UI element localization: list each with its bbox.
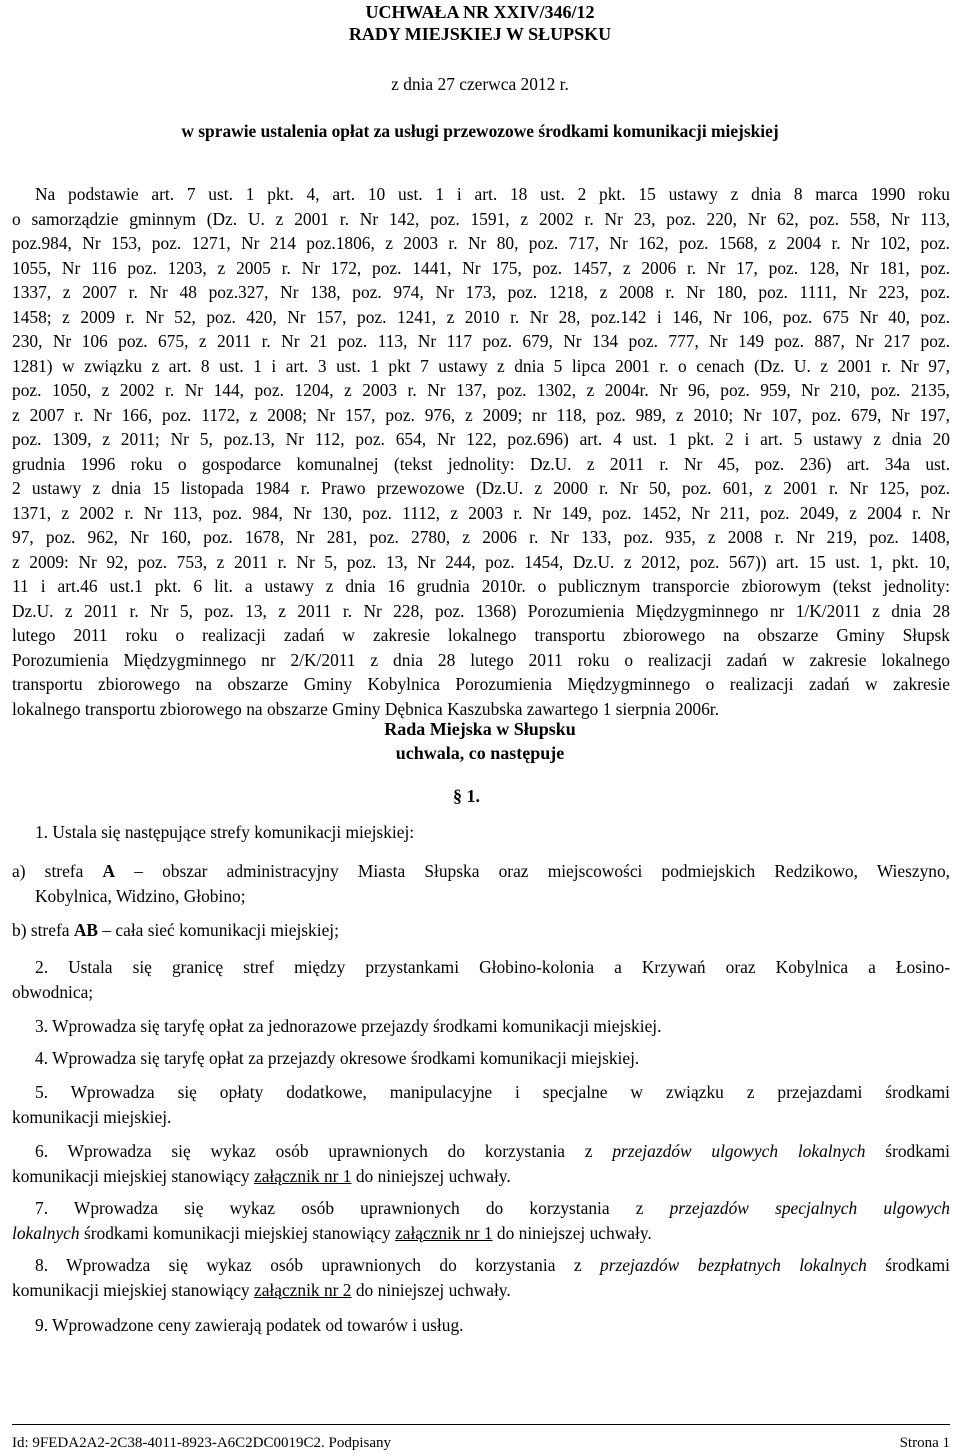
preamble-line: 97, poz. 962, Nr 160, poz. 1678, Nr 281, poz. 2780, z 2006 r. Nr 133, poz. 935, z 2008 r. Nr 219, poz. 1408, bbox=[12, 527, 950, 547]
item-7-text-a: 7. Wprowadza się wykaz osób uprawnionych do korzystania z bbox=[35, 1198, 670, 1218]
section-mark: § 1. bbox=[453, 786, 480, 806]
item-2-line2: obwodnica; bbox=[12, 981, 94, 1002]
preamble-line: z 2009: Nr 92, poz. 753, z 2011 r. Nr 5, poz. 13, Nr 244, poz. 1454, Dz.U. z 2012, poz. 567)) art. 15 ust. 1, pkt. 10, bbox=[12, 551, 950, 572]
preamble-line: transportu zbiorowego na obszarze Gminy Kobylnica Porozumienia Międzygminnego o realizacji zadań w zakresie bbox=[12, 674, 950, 694]
attachment-2-link[interactable]: załącznik nr 2 bbox=[253, 1279, 352, 1300]
preamble-line: lokalnego transportu zbiorowego na obszarze Gminy Dębnica Kaszubska zawartego 1 sierpnia 2006r. bbox=[12, 698, 719, 719]
preamble-line: lutego 2011 roku o realizacji zadań w zakresie lokalnego transportu zbiorowego na obszarze Gminy Słupsk bbox=[12, 625, 950, 645]
zone-a-line2: Kobylnica, Widzino, Głobino; bbox=[35, 885, 246, 906]
item-4 bbox=[12, 1046, 950, 1071]
footer-divider bbox=[12, 1424, 950, 1425]
item-8-text-a: 8. Wprowadza się wykaz osób uprawnionych do korzystania z bbox=[35, 1255, 601, 1275]
zone-a-desc: – obszar administracyjny Miasta Słupska oraz miejscowości podmiejskich Redzikowo, Wieszyno, bbox=[115, 861, 951, 881]
preamble-line: poz. 1309, z 2011; Nr 5, poz.13, Nr 112, poz. 654, Nr 122, poz.696) art. 4 ust. 1 pkt. 2 i art. 5 ustawy z dnia 20 bbox=[12, 429, 950, 449]
zone-b-prefix: b) strefa bbox=[12, 920, 74, 940]
zone-a bbox=[12, 859, 950, 908]
council-resolves: uchwala, co następuje bbox=[395, 743, 565, 763]
preamble-line: 230, Nr 106 poz. 675, z 2011 r. Nr 21 poz. 113, Nr 117 poz. 679, Nr 134 poz. 777, Nr 149 poz. 887, Nr 217 poz. bbox=[12, 331, 950, 351]
zone-a-line bbox=[12, 859, 950, 884]
preamble-line: Dz.U. z 2011 r. Nr 5, poz. 13, z 2011 r. Nr 228, poz. 1368) Porozumienia Międzygminnego nr 1/K/2011 z dnia 28 bbox=[12, 600, 950, 621]
item-6-line2 bbox=[12, 1164, 950, 1189]
item-8-text-d: do niniejszej uchwały. bbox=[351, 1279, 511, 1300]
item-1-text: 1. Ustala się następujące strefy komunikacji miejskiej: bbox=[35, 822, 415, 842]
preamble-line: Porozumienia Międzygminnego nr 2/K/2011 z dnia 28 lutego 2011 roku o realizacji zadań w zakresie lokalnego bbox=[12, 649, 950, 670]
preamble-line: 1371, z 2002 r. Nr 113, poz. 984, Nr 130, poz. 1112, z 2003 r. Nr 149, poz. 1452, Nr 211, poz. 2049, z 2004 r. Nr bbox=[12, 502, 950, 523]
item-9 bbox=[12, 1313, 950, 1338]
preamble-line: grudnia 1996 roku o gospodarce komunalnej (tekst jednolity: Dz.U. z 2011 r. Nr 45, poz. 236) art. 34a ust. bbox=[12, 453, 950, 474]
resolution-subject: w sprawie ustalenia opłat za usługi przewozowe środkami komunikacji miejskiej bbox=[181, 121, 779, 141]
page-number: Strona 1 bbox=[899, 1435, 950, 1451]
preamble-line: 11 i art.46 ust.1 pkt. 6 lit. a ustawy z dnia 16 grudnia 2010r. o publicznym transporcie zbiorowym (tekst jednolity: bbox=[12, 576, 950, 596]
item-2-line1: 2. Ustala się granicę stref między przystankami Głobino-kolonia a Krzywań oraz Kobylnica a Łosino- bbox=[35, 957, 950, 977]
item-6 bbox=[12, 1139, 950, 1188]
item-7-line2 bbox=[12, 1221, 950, 1246]
resolution-date: z dnia 27 czerwca 2012 r. bbox=[391, 74, 569, 94]
item-3-text: 3. Wprowadza się taryfę opłat za jednorazowe przejazdy środkami komunikacji miejskiej. bbox=[35, 1016, 662, 1036]
item-5-line1: 5. Wprowadza się opłaty dodatkowe, manipulacyjne i specjalne w związku z przejazdami środkami bbox=[35, 1082, 950, 1102]
item-7-italic-2: lokalnych bbox=[12, 1222, 80, 1243]
preamble-line: 1281) w związku z art. 8 ust. 1 i art. 3 ust. 1 pkt 7 ustawy z dnia 5 lipca 2001 r. o cenach (Dz. U. z 2001 r. Nr 97, bbox=[12, 355, 950, 376]
attachment-1-link-2[interactable]: załącznik nr 1 bbox=[395, 1222, 493, 1243]
item-6-italic: przejazdów ulgowych lokalnych bbox=[612, 1141, 866, 1161]
item-6-text-c: komunikacji miejskiej stanowiący bbox=[12, 1165, 254, 1186]
item-8-text-c: komunikacji miejskiej stanowiący bbox=[12, 1279, 254, 1300]
item-9-text: 9. Wprowadzone ceny zawierają podatek od towarów i usług. bbox=[35, 1315, 464, 1335]
preamble-line: 1337, z 2007 r. Nr 48 poz.327, Nr 138, poz. 974, Nr 173, poz. 1218, z 2008 r. Nr 180, poz. 1111, Nr 223, poz. bbox=[12, 282, 950, 302]
preamble-line: 1458; z 2009 r. Nr 52, poz. 420, Nr 157, poz. 1241, z 2010 r. Nr 28, poz.142 i 146, Nr 106, poz. 675 Nr 40, poz. bbox=[12, 306, 950, 327]
zone-b-line bbox=[12, 918, 950, 943]
item-8-line2 bbox=[12, 1278, 950, 1303]
item-7-italic: przejazdów specjalnych ulgowych bbox=[669, 1198, 951, 1218]
attachment-1-link[interactable]: załącznik nr 1 bbox=[253, 1165, 352, 1186]
item-5 bbox=[12, 1080, 950, 1129]
zone-a-letter: A bbox=[102, 861, 116, 881]
preamble-line: 2 ustawy z dnia 15 listopada 1984 r. Prawo przewozowe (Dz.U. z 2000 r. Nr 50, poz. 601, z 2001 r. Nr 125, poz. bbox=[12, 478, 950, 498]
item-1 bbox=[12, 820, 950, 845]
resolution-number: UCHWAŁA NR XXIV/346/12 bbox=[365, 2, 595, 22]
item-6-text-a: 6. Wprowadza się wykaz osób uprawnionych do korzystania z bbox=[35, 1141, 613, 1161]
item-8-text-b: środkami bbox=[866, 1255, 950, 1275]
item-6-text-b: środkami bbox=[865, 1141, 950, 1161]
preamble-line: Na podstawie art. 7 ust. 1 pkt. 4, art. 10 ust. 1 i art. 18 ust. 2 pkt. 15 ustawy z dnia 8 marca 1990 roku bbox=[35, 184, 950, 204]
zone-a-prefix: a) strefa bbox=[12, 861, 103, 881]
item-8-line1 bbox=[12, 1253, 950, 1278]
preamble-line: poz.984, Nr 153, poz. 1271, Nr 214 poz.1806, z 2003 r. Nr 80, poz. 717, Nr 162, poz. 1568, z 2004 r. Nr 102, poz. bbox=[12, 233, 950, 253]
document-id: Id: 9FEDA2A2-2C38-4011-8923-A6C2DC0019C2. Podpisany bbox=[12, 1435, 392, 1451]
item-7 bbox=[12, 1196, 950, 1245]
item-8-italic: przejazdów bezpłatnych lokalnych bbox=[600, 1255, 867, 1275]
preamble bbox=[12, 182, 950, 721]
item-4-text: 4. Wprowadza się taryfę opłat za przejazdy okresowe środkami komunikacji miejskiej. bbox=[35, 1048, 640, 1068]
preamble-line: poz. 1050, z 2002 r. Nr 144, poz. 1204, z 2003 r. Nr 137, poz. 1302, z 2004r. Nr 96, poz. 959, Nr 210, poz. 2135, bbox=[12, 380, 950, 400]
item-2 bbox=[12, 955, 950, 1004]
item-7-line1 bbox=[12, 1196, 950, 1221]
preamble-line: o samorządzie gminnym (Dz. U. z 2001 r. Nr 142, poz. 1591, z 2002 r. Nr 23, poz. 220, Nr 62, poz. 558, Nr 113, bbox=[12, 208, 950, 229]
council-heading: Rada Miejska w Słupsku bbox=[384, 719, 576, 739]
item-7-text-b: środkami komunikacji miejskiej stanowiący bbox=[79, 1222, 395, 1243]
item-6-line1 bbox=[12, 1139, 950, 1164]
item-6-text-d: do niniejszej uchwały. bbox=[351, 1165, 511, 1186]
item-8 bbox=[12, 1253, 950, 1302]
zone-b bbox=[12, 918, 950, 943]
preamble-line: z 2007 r. Nr 166, poz. 1172, z 2008; Nr 157, poz. 976, z 2009; nr 118, poz. 989, z 2010; Nr 107, poz. 679, Nr 197, bbox=[12, 404, 950, 425]
item-3 bbox=[12, 1014, 950, 1039]
zone-b-letter: AB bbox=[73, 920, 98, 940]
item-7-text-c: do niniejszej uchwały. bbox=[492, 1222, 652, 1243]
council-name-heading: RADY MIEJSKIEJ W SŁUPSKU bbox=[348, 24, 612, 44]
zone-b-desc: – cała sieć komunikacji miejskiej; bbox=[97, 920, 339, 940]
item-5-line2: komunikacji miejskiej. bbox=[12, 1106, 172, 1127]
preamble-line: 1055, Nr 116 poz. 1203, z 2005 r. Nr 172, poz. 1441, Nr 175, poz. 1457, z 2006 r. Nr 17, poz. 128, Nr 181, poz. bbox=[12, 257, 950, 278]
